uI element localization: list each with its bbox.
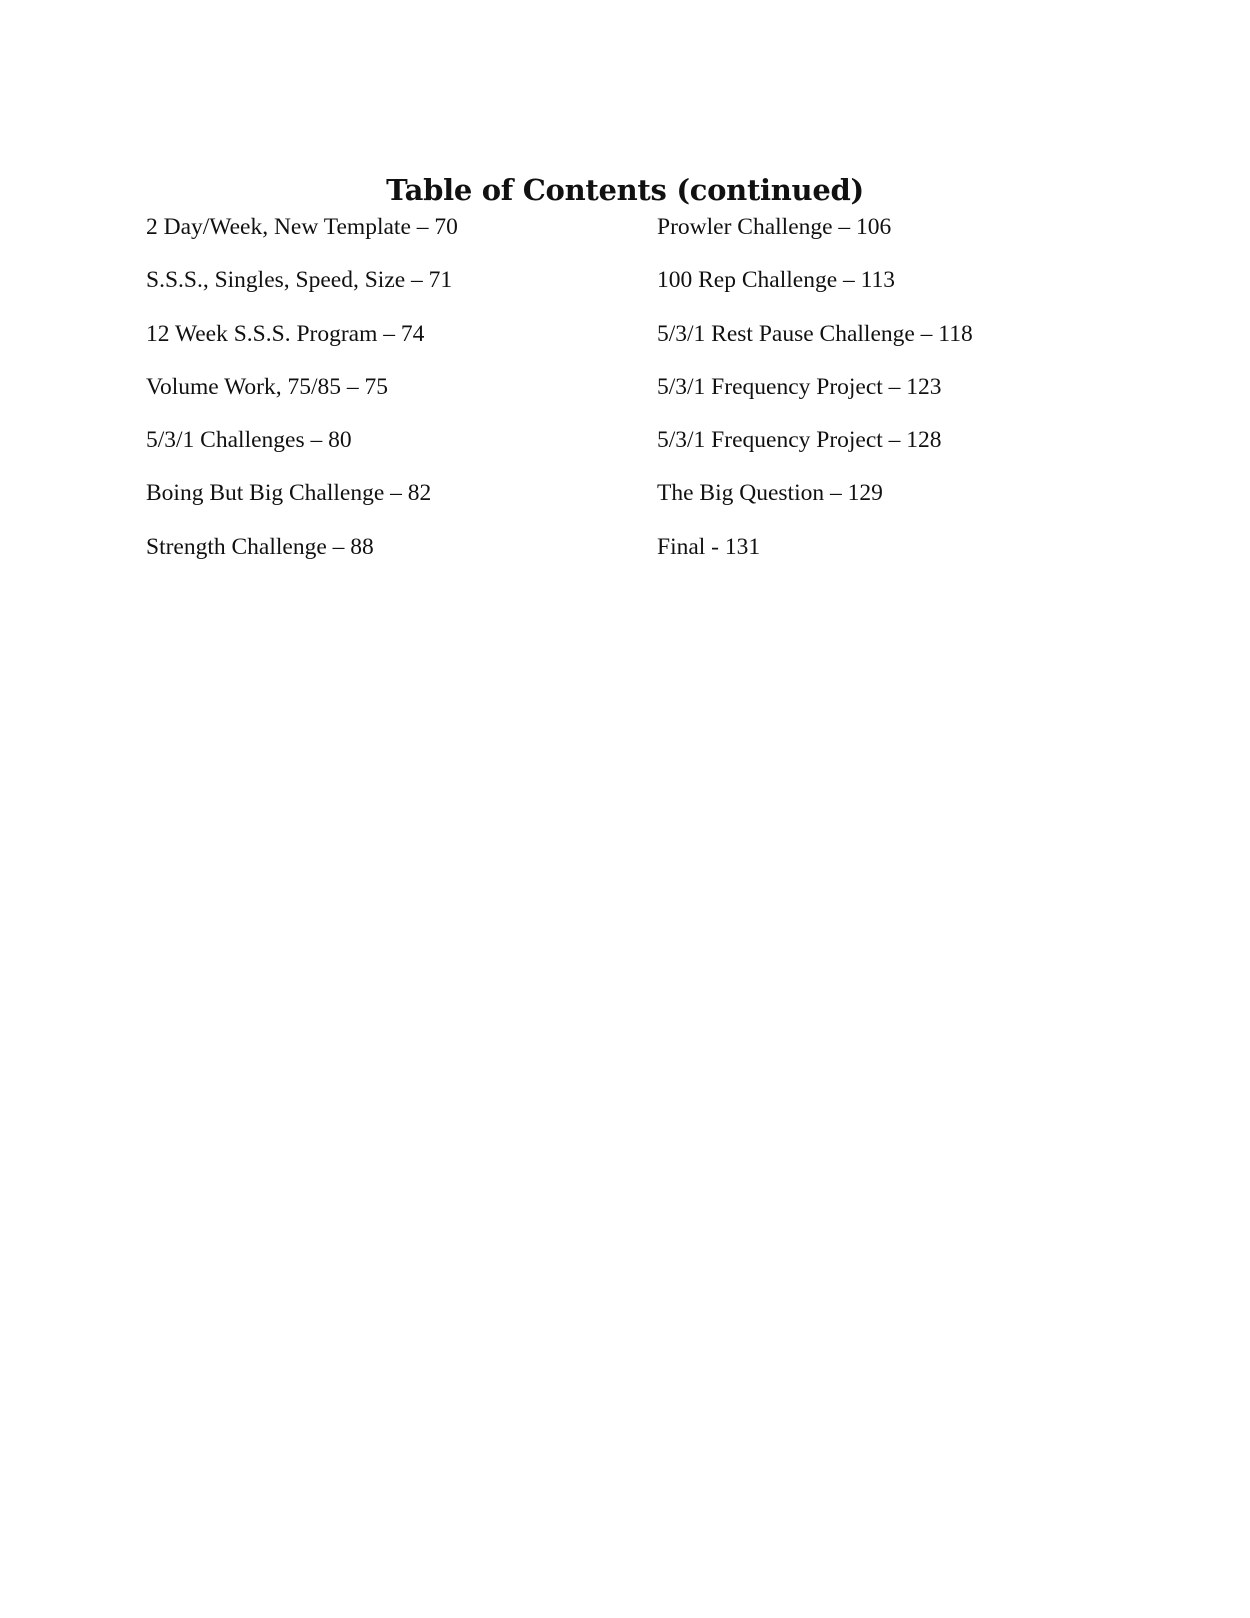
toc-entry: 5/3/1 Challenges – 80 xyxy=(146,427,352,454)
toc-entry: Strength Challenge – 88 xyxy=(146,533,374,560)
toc-entry: 2 Day/Week, New Template – 70 xyxy=(146,214,458,240)
toc-entry: 5/3/1 Frequency Project – 123 xyxy=(657,373,942,400)
toc-entry: Final - 131 xyxy=(657,533,761,560)
page-title: Table of Contents (continued) xyxy=(386,173,864,207)
toc-entry: 5/3/1 Rest Pause Challenge – 118 xyxy=(657,320,973,347)
toc-entry: 12 Week S.S.S. Program – 74 xyxy=(146,320,425,347)
toc-entry: Prowler Challenge – 106 xyxy=(657,214,892,240)
toc-entry: S.S.S., Singles, Speed, Size – 71 xyxy=(146,267,453,294)
toc-entry: The Big Question – 129 xyxy=(657,480,883,507)
toc-right-column xyxy=(657,212,1177,585)
toc-entry: Boing But Big Challenge – 82 xyxy=(146,480,432,507)
toc-entry: Volume Work, 75/85 – 75 xyxy=(146,373,389,400)
toc-entry: 100 Rep Challenge – 113 xyxy=(657,267,896,294)
toc-entry: 5/3/1 Frequency Project – 128 xyxy=(657,427,942,454)
toc-left-column xyxy=(146,212,626,585)
